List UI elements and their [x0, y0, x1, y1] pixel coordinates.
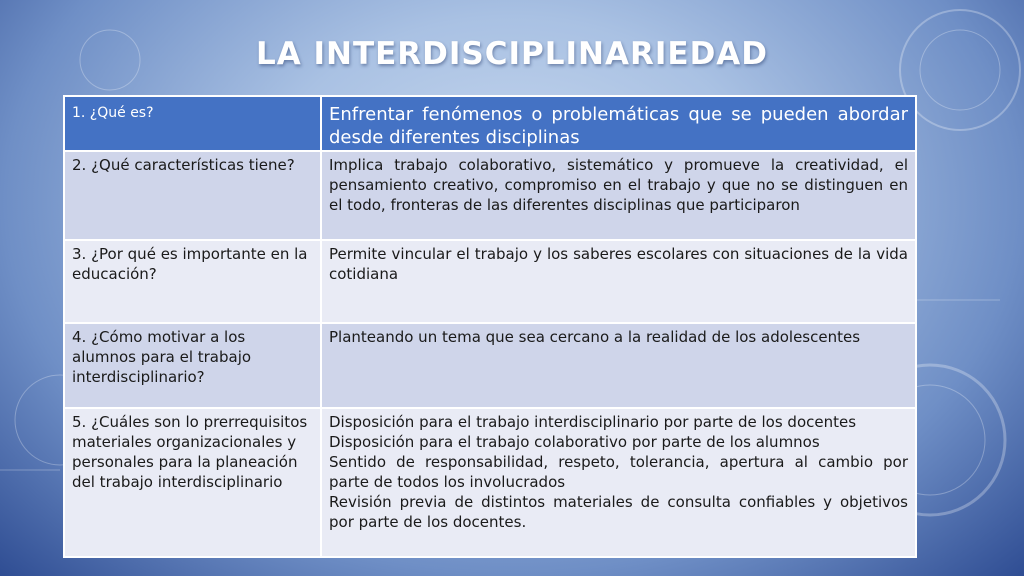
question-cell: 3. ¿Por qué es importante en la educación?: [64, 240, 321, 323]
table-row: [64, 408, 916, 557]
info-table: [63, 95, 917, 558]
question-cell: 4. ¿Cómo motivar a los alumnos para el trabajo interdisciplinario?: [64, 323, 321, 408]
answer-line: Permite vincular el trabajo y los saberes escolares con situaciones de la vida cotidiana: [329, 245, 908, 283]
answer-cell: [321, 240, 916, 323]
answer-cell: [321, 151, 916, 240]
table-row: [64, 151, 916, 240]
answer-cell: [321, 96, 916, 151]
answer-cell: [321, 323, 916, 408]
answer-line: Revisión previa de distintos materiales de consulta confiables y objetivos por parte de los docentes.: [329, 493, 908, 531]
slide-title: LA INTERDISCIPLINARIEDAD: [255, 36, 769, 72]
answer-line: Implica trabajo colaborativo, sistemático y promueve la creatividad, el pensamiento creativo, compromiso en el trabajo y que no se distinguen en el todo, fronteras de las diferentes disciplinas que participaron: [329, 156, 908, 214]
answer-line: Disposición para el trabajo interdisciplinario por parte de los docentes: [329, 413, 857, 431]
answer-cell: [321, 408, 916, 557]
table-row: [64, 323, 916, 408]
answer-line: Enfrentar fenómenos o problemáticas que se pueden abordar desde diferentes disciplinas: [329, 104, 908, 148]
question-cell: 2. ¿Qué características tiene?: [64, 151, 321, 240]
question-cell: 1. ¿Qué es?: [64, 96, 321, 151]
question-cell: 5. ¿Cuáles son lo prerrequisitos materiales organizacionales y personales para la planeación del trabajo interdisciplinario: [64, 408, 321, 557]
table-row: [64, 96, 916, 151]
answer-line: Sentido de responsabilidad, respeto, tolerancia, apertura al cambio por parte de todos los involucrados: [329, 453, 908, 491]
table-row: [64, 240, 916, 323]
answer-line: Disposición para el trabajo colaborativo por parte de los alumnos: [329, 433, 820, 451]
answer-line: Planteando un tema que sea cercano a la realidad de los adolescentes: [329, 328, 861, 346]
